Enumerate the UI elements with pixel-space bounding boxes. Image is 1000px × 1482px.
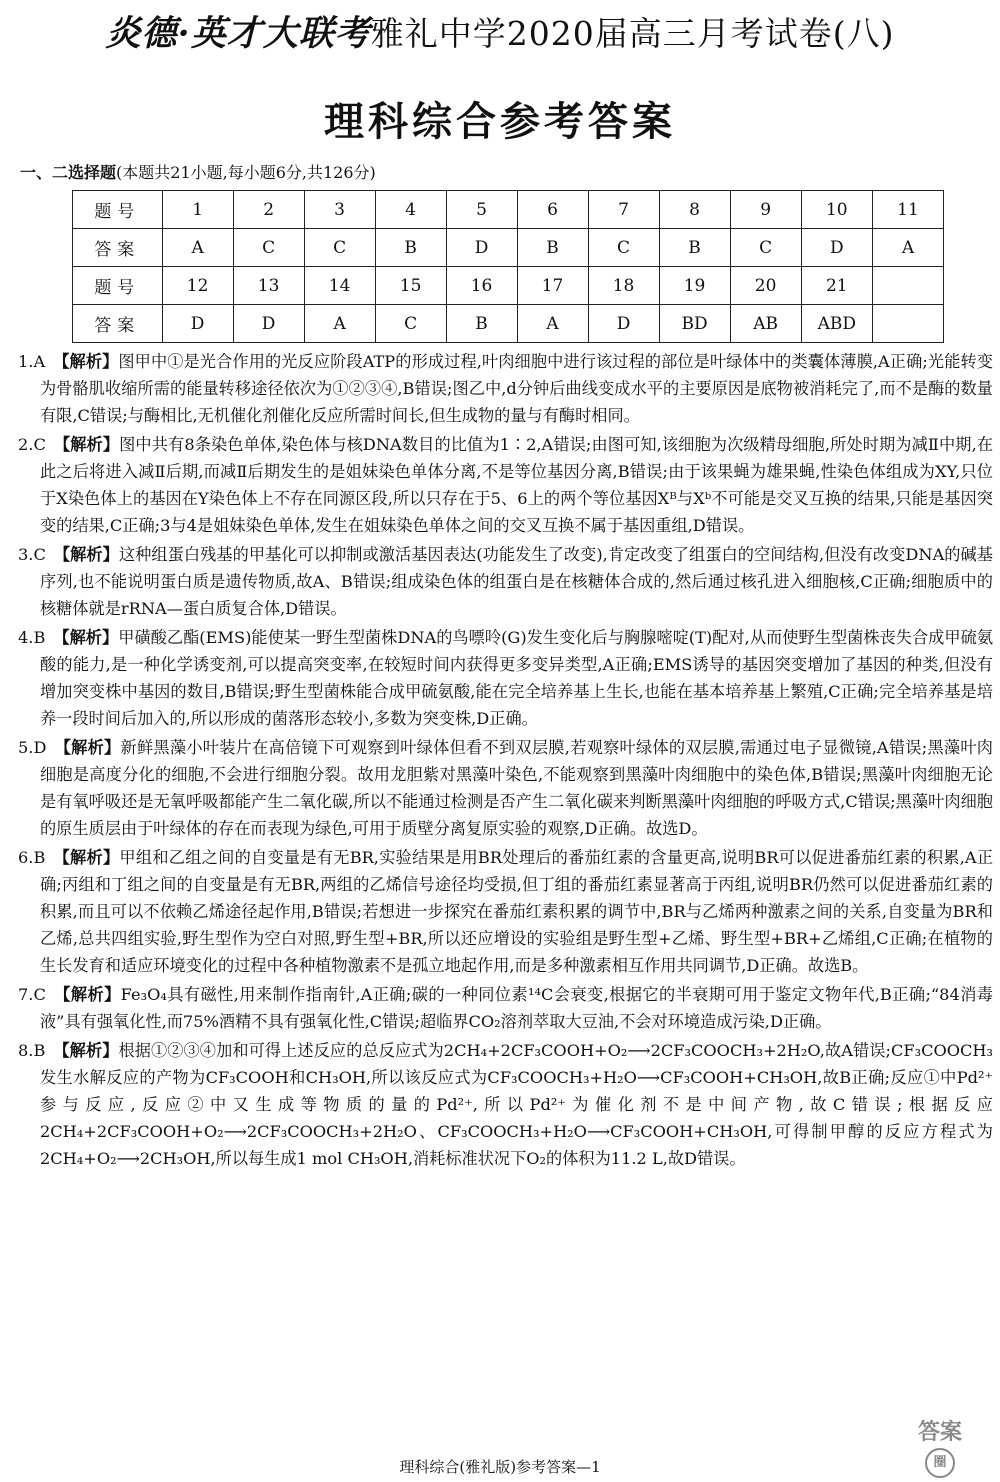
table-cell: D <box>588 305 659 343</box>
explanation-text: Fe₃O₄具有磁性,用来制作指南针,A正确;碳的一种同位素¹⁴C会衰变,根据它的半衰期可用于鉴定文物年代,B正确;“84消毒液”具有强氧化性,而75%酒精不具有强氧化性,C错误;超临界CO₂溶剂萃取大豆油,不会对环境造成污染,D正确。 <box>40 985 993 1031</box>
analysis-tag: 【解析】 <box>53 848 120 867</box>
table-cell: 6 <box>517 191 588 229</box>
table-cell: BD <box>659 305 730 343</box>
table-cell: 13 <box>233 267 304 305</box>
page-header <box>0 6 1000 56</box>
table-cell: 19 <box>659 267 730 305</box>
exam-brand: 炎德·英才大联考 <box>105 13 371 54</box>
watermark-logo <box>908 1418 972 1470</box>
table-cell: B <box>659 229 730 267</box>
table-cell: D <box>162 305 233 343</box>
table-cell <box>872 305 943 343</box>
table-cell: C <box>304 229 375 267</box>
table-cell: 4 <box>375 191 446 229</box>
explanation-item <box>18 981 993 1035</box>
explanation-text: 新鲜黑藻小叶装片在高倍镜下可观察到叶绿体但看不到双层膜,若观察叶绿体的双层膜,需通过电子显微镜,A错误;黑藻叶肉细胞是高度分化的细胞,不会进行细胞分裂。故用龙胆紫对黑藻叶染色,不能观察到黑藻叶肉细胞中的染色体,B错误;黑藻叶肉细胞无论是有氧呼吸还是无氧呼吸都能产生二氧化碳,所以不能通过检测是否产生二氧化碳来判断黑藻叶肉细胞的呼吸方式,C错误;黑藻叶肉细胞的原生质层由于叶绿体的存在而表现为绿色,可用于质壁分离复原实验的观察,D正确。故选D。 <box>40 738 993 838</box>
table-cell: 1 <box>162 191 233 229</box>
table-cell: D <box>446 229 517 267</box>
table-cell: ABD <box>801 305 872 343</box>
analysis-tag: 【解析】 <box>53 1041 119 1060</box>
explanation-item <box>18 624 993 732</box>
analysis-tag: 【解析】 <box>53 545 119 564</box>
explanation-text: 甲磺酸乙酯(EMS)能使某一野生型菌株DNA的鸟嘌呤(G)发生变化后与胸腺嘧啶(T)配对,从而使野生型菌株丧失合成甲硫氨酸的能力,是一种化学诱变剂,可以提高突变率,在较短时间内获得更多变异类型,A正确;EMS诱导的基因突变增加了基因的种类,但没有增加突变株中基因的数目,B错误;野生型菌株能合成甲硫氨酸,能在完全培养基上生长,也能在基本培养基上繁殖,C正确;完全培养基是培养一段时间后加入的,所以形成的菌落形态较小,多数为突变株,D正确。 <box>40 628 994 728</box>
table-cell: 11 <box>872 191 943 229</box>
analysis-tag: 【解析】 <box>53 352 119 371</box>
table-cell: B <box>517 229 588 267</box>
question-answer: 6.B <box>18 848 46 867</box>
table-cell: C <box>233 229 304 267</box>
page-footer: 理科综合(雅礼版)参考答案—1 <box>399 1458 601 1476</box>
row-header: 答案 <box>73 305 163 343</box>
explanation-text: 这种组蛋白残基的甲基化可以抑制或激活基因表达(功能发生了改变),肯定改变了组蛋白的空间结构,但没有改变DNA的碱基序列,也不能说明蛋白质是遗传物质,故A、B错误;组成染色体的组蛋白是在核糖体合成的,然后通过核孔进入细胞核,C正确;细胞质中的核糖体就是rRNA—蛋白质复合体,D错误。 <box>40 545 993 618</box>
question-answer: 2.C <box>18 435 46 454</box>
table-cell: 14 <box>304 267 375 305</box>
table-cell: AB <box>730 305 801 343</box>
row-header: 题号 <box>73 191 163 229</box>
table-cell: B <box>375 229 446 267</box>
table-cell: 16 <box>446 267 517 305</box>
table-cell: D <box>233 305 304 343</box>
table-cell: 5 <box>446 191 517 229</box>
answer-table <box>72 190 944 343</box>
table-cell <box>872 267 943 305</box>
explanation-item <box>18 431 993 539</box>
watermark-text: 答案 <box>917 1420 962 1445</box>
explanation-text: 甲组和乙组之间的自变量是有无BR,实验结果是用BR处理后的番茄红素的含量更高,说明BR可以促进番茄红素的积累,A正确;丙组和丁组之间的自变量是有无BR,两组的乙烯信号途径均受损,但丁组的番茄红素显著高于丙组,说明BR仍然可以促进番茄红素的积累,而且可以不依赖乙烯途径起作用,B错误;若想进一步探究在番茄红素积累的调节中,BR与乙烯两种激素之间的关系,自变量为BR和乙烯,总共四组实验,野生型作为空白对照,野生型+BR,所以还应增设的实验组是野生型+乙烯、野生型+BR+乙烯组,C正确;在植物的生长发育和适应环境变化的过程中各种植物激素不是孤立地起作用,而是多种激素相互作用共同调节,D正确。故选B。 <box>40 848 994 975</box>
explanations <box>18 348 993 1174</box>
table-row <box>73 191 944 229</box>
table-cell: A <box>162 229 233 267</box>
explanation-text: 根据①②③④加和可得上述反应的总反应式为2CH₄+2CF₃COOH+O₂⟶2CF₃COOCH₃+2H₂O,故A错误;CF₃COOCH₃发生水解反应的产物为CF₃COOH和CH₃OH,所以该反应式为CF₃COOCH₃+H₂O⟶CF₃COOH+CH₃OH,故B正确;反应①中Pd²⁺参与反应,反应②中又生成等物质的量的Pd²⁺,所以Pd²⁺为催化剂不是中间产物,故C错误;根据反应2CH₄+2CF₃COOH+O₂⟶2CF₃COOCH₃+2H₂O、CF₃COOCH₃+H₂O⟶CF₃COOH+CH₃OH,可得制甲醇的反应方程式为2CH₄+O₂⟶2CH₃OH,所以每生成1 mol CH₃OH,消耗标准状况下O₂的体积为11.2 L,故D错误。 <box>40 1041 993 1168</box>
explanation-item <box>18 348 993 429</box>
section-heading <box>20 160 376 183</box>
question-answer: 8.B <box>18 1041 46 1060</box>
question-answer: 5.D <box>18 738 47 757</box>
question-answer: 1.A <box>18 352 46 371</box>
section-note: (本题共21小题,每小题6分,共126分) <box>116 163 376 182</box>
question-answer: 3.C <box>18 545 46 564</box>
explanation-text: 图甲中①是光合作用的光反应阶段ATP的形成过程,叶肉细胞中进行该过程的部位是叶绿体中的类囊体薄膜,A正确;光能转变为骨骼肌收缩所需的能量转移途径依次为①②③④,B错误;图乙中,d分钟后曲线变成水平的主要原因是底物被消耗完了,而不是酶的数量有限,C错误;与酶相比,无机催化剂催化反应所需时间长,但生成物的量与有酶时相同。 <box>40 352 993 425</box>
explanation-item <box>18 734 993 842</box>
question-answer: 4.B <box>18 628 46 647</box>
analysis-tag: 【解析】 <box>53 628 119 647</box>
table-cell: C <box>588 229 659 267</box>
section-title: 一、二选择题 <box>20 163 117 182</box>
table-cell: 12 <box>162 267 233 305</box>
exam-title: 雅礼中学2020届高三月考试卷(八) <box>370 14 895 53</box>
table-cell: D <box>801 229 872 267</box>
table-cell: 10 <box>801 191 872 229</box>
table-cell: 7 <box>588 191 659 229</box>
question-answer: 7.C <box>18 985 46 1004</box>
explanation-text: 图中共有8条染色单体,染色体与核DNA数目的比值为1∶2,A错误;由图可知,该细胞为次级精母细胞,所处时期为减Ⅱ中期,在此之后将进入减Ⅱ后期,而减Ⅱ后期发生的是姐妹染色单体分离,不是等位基因分离,B错误;由于该果蝇为雄果蝇,性染色体组成为XY,只位于X染色体上的基因在Y染色体上不存在同源区段,所以只存在于5、6上的两个等位基因Xᴮ与Xᵇ不可能是交叉互换的结果,只能是基因突变的结果,C正确;3与4是姐妹染色单体,发生在姐妹染色单体之间的交叉互换不属于基因重组,D错误。 <box>40 435 994 535</box>
table-cell: C <box>730 229 801 267</box>
table-row <box>73 267 944 305</box>
explanation-item <box>18 541 993 622</box>
table-cell: 20 <box>730 267 801 305</box>
table-cell: A <box>517 305 588 343</box>
table-cell: 18 <box>588 267 659 305</box>
table-cell: A <box>304 305 375 343</box>
table-row <box>73 229 944 267</box>
watermark-circle: 圈 <box>925 1448 955 1478</box>
table-cell: C <box>375 305 446 343</box>
table-cell: 8 <box>659 191 730 229</box>
table-cell: A <box>872 229 943 267</box>
analysis-tag: 【解析】 <box>54 738 121 757</box>
analysis-tag: 【解析】 <box>53 435 120 454</box>
table-cell: 17 <box>517 267 588 305</box>
explanation-item <box>18 1037 993 1172</box>
row-header: 答案 <box>73 229 163 267</box>
table-row <box>73 305 944 343</box>
row-header: 题号 <box>73 267 163 305</box>
analysis-tag: 【解析】 <box>53 985 121 1004</box>
table-cell: 9 <box>730 191 801 229</box>
table-cell: B <box>446 305 517 343</box>
table-cell: 2 <box>233 191 304 229</box>
table-cell: 15 <box>375 267 446 305</box>
table-cell: 3 <box>304 191 375 229</box>
table-cell: 21 <box>801 267 872 305</box>
page-title: 理科综合参考答案 <box>324 99 676 145</box>
explanation-item <box>18 844 993 979</box>
